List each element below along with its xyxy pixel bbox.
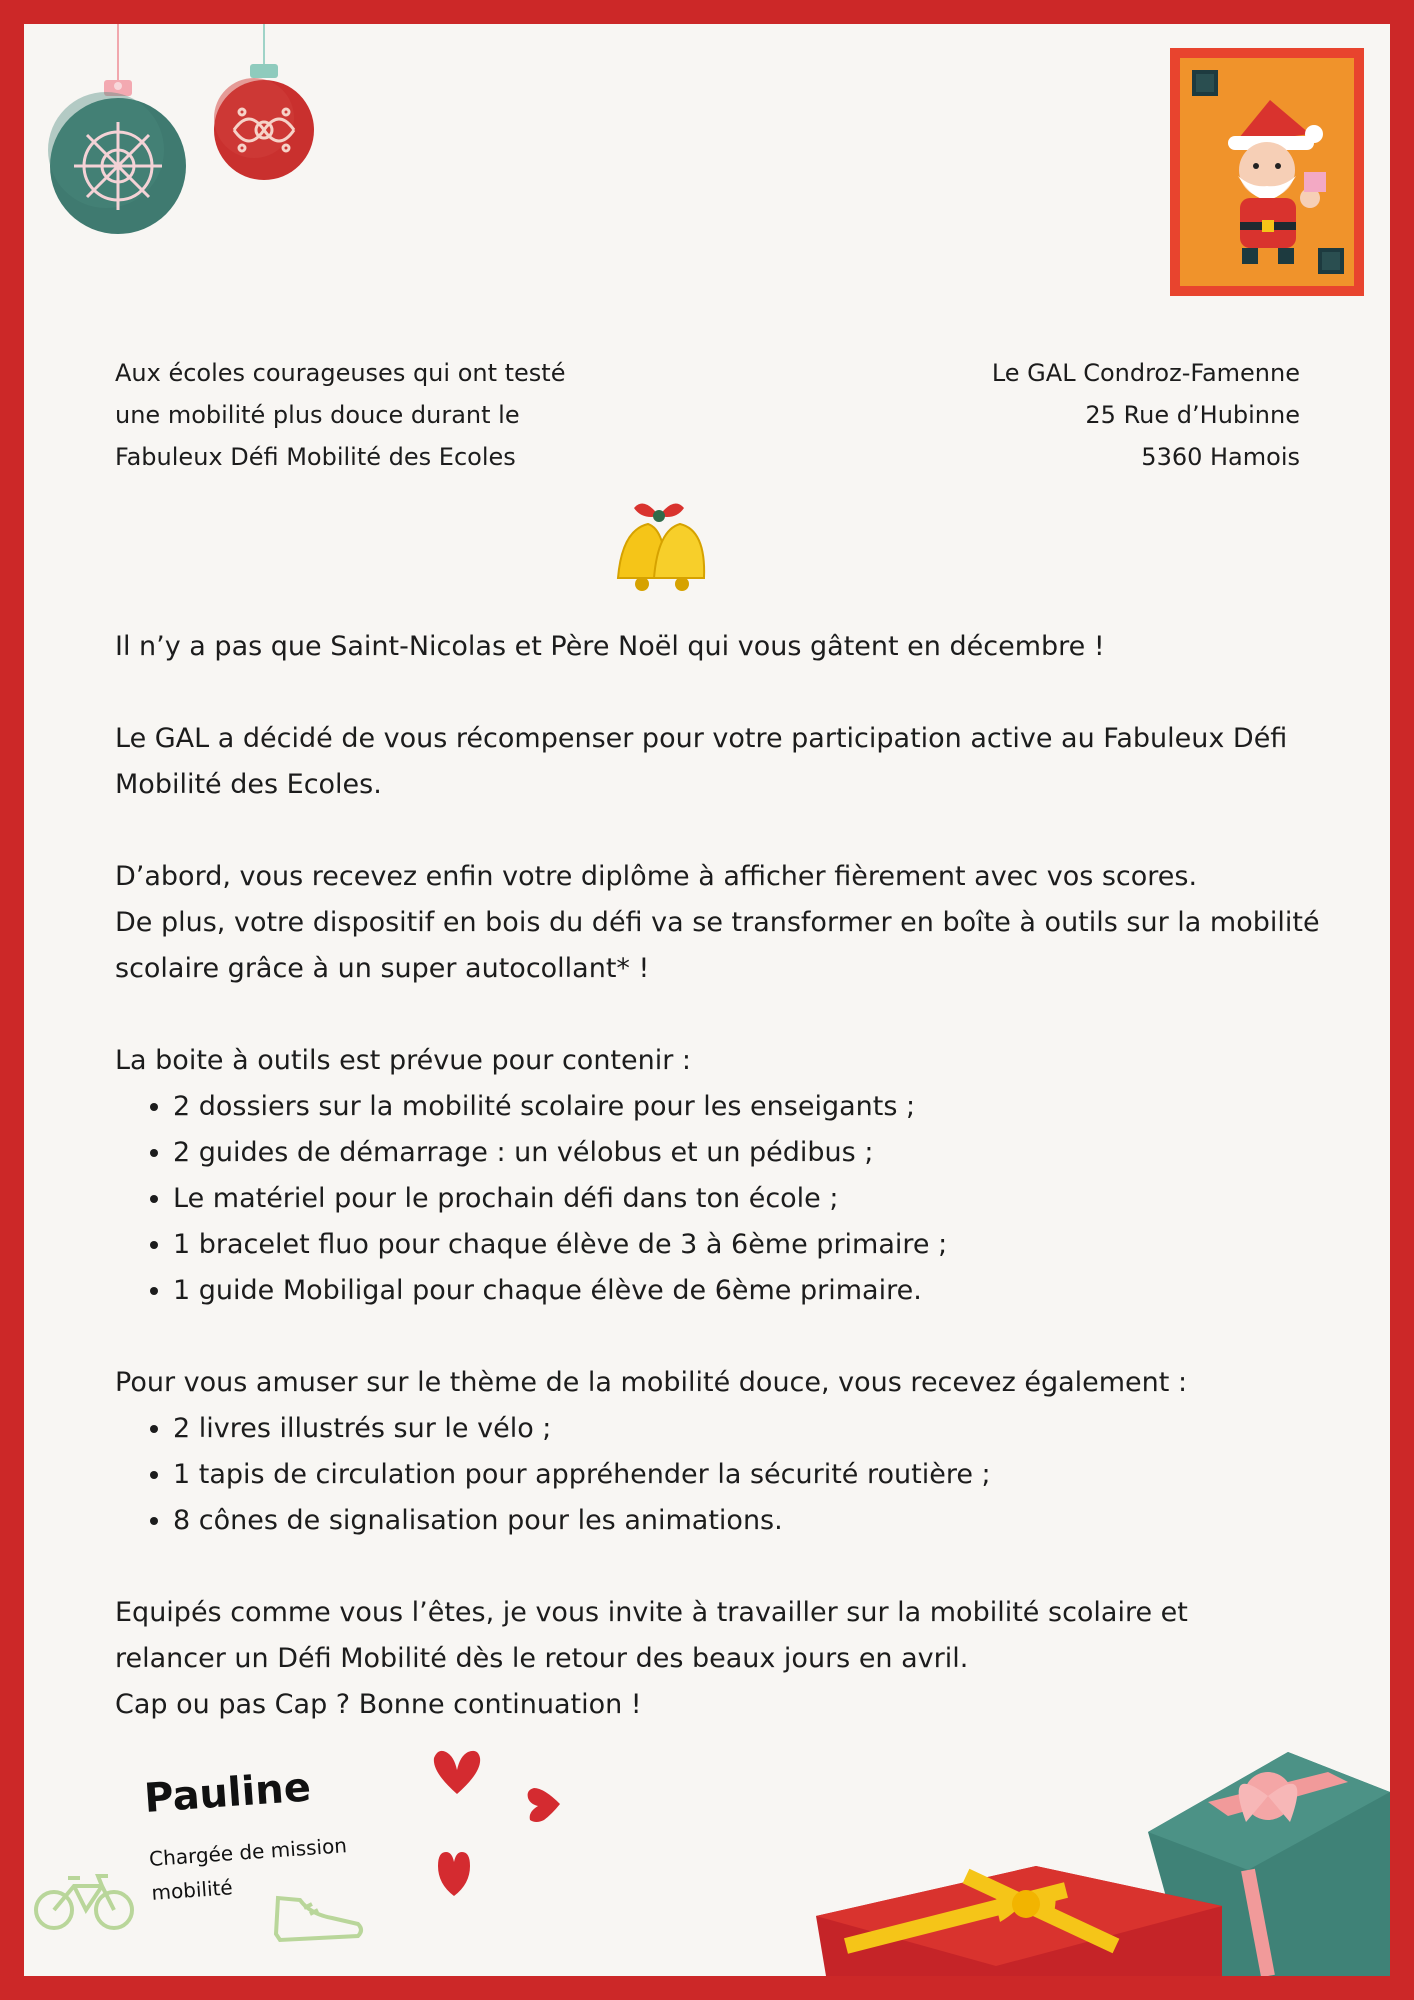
letter-body xyxy=(115,624,1335,1728)
heart-icon xyxy=(434,1844,474,1900)
fun-list xyxy=(115,1406,1335,1544)
list-item: • 8 cônes de signalisation pour les animations. xyxy=(173,1498,1335,1544)
list-item: • 2 guides de démarrage : un vélobus et un pédibus ; xyxy=(173,1130,1335,1176)
gift-icon xyxy=(816,1836,1222,1976)
list-item: • 2 livres illustrés sur le vélo ; xyxy=(173,1406,1335,1452)
sender-line: 5360 Hamois xyxy=(1141,443,1300,471)
fun-intro: Pour vous amuser sur le thème de la mobilité douce, vous recevez également : xyxy=(115,1367,1188,1398)
signature-role-line: mobilité xyxy=(150,1875,234,1905)
list-item: • 1 tapis de circulation pour appréhender la sécurité routière ; xyxy=(173,1452,1335,1498)
closing-paragraph: Equipés comme vous l’êtes, je vous invite à travailler sur la mobilité scolaire et relancer un Défi Mobilité dès le retour des beaux jours en avril. xyxy=(115,1597,1188,1674)
ornament-icon xyxy=(50,24,180,240)
diploma-paragraph: D’abord, vous recevez enfin votre diplôme à afficher fièrement avec vos scores. xyxy=(115,861,1198,892)
sender-line: 25 Rue d’Hubinne xyxy=(1085,401,1300,429)
ornament-icon xyxy=(212,24,322,180)
bells-icon xyxy=(604,494,714,600)
list-item: • 1 bracelet fluo pour chaque élève de 3 à 6ème primaire ; xyxy=(173,1222,1335,1268)
closing-line: Cap ou pas Cap ? Bonne continuation ! xyxy=(115,1689,642,1720)
heart-icon xyxy=(430,1746,484,1798)
list-item: • 1 guide Mobiligal pour chaque élève de 6ème primaire. xyxy=(173,1268,1335,1314)
toolbox-paragraph: De plus, votre dispositif en bois du défi va se transformer en boîte à outils sur la mobilité scolaire grâce à un super autocollant* ! xyxy=(115,907,1320,984)
recipient-line: Fabuleux Défi Mobilité des Ecoles xyxy=(115,443,516,471)
recipient-line: Aux écoles courageuses qui ont testé xyxy=(115,359,566,387)
heart-icon xyxy=(522,1782,564,1826)
signature-role-line: Chargée de mission xyxy=(148,1833,348,1871)
toolbox-list xyxy=(115,1084,1335,1314)
toolbox-intro: La boite à outils est prévue pour contenir : xyxy=(115,1045,692,1076)
sender-address xyxy=(780,352,1300,478)
sender-line: Le GAL Condroz-Famenne xyxy=(991,359,1300,387)
postage-stamp-icon xyxy=(1170,48,1364,296)
bicycle-icon xyxy=(32,1870,136,1934)
shoe-icon xyxy=(270,1884,366,1948)
letter-page xyxy=(24,24,1390,1976)
list-item: • 2 dossiers sur la mobilité scolaire pour les enseigants ; xyxy=(173,1084,1335,1130)
list-item: • Le matériel pour le prochain défi dans ton école ; xyxy=(173,1176,1335,1222)
intro-paragraph: Il n’y a pas que Saint-Nicolas et Père Noël qui vous gâtent en décembre ! xyxy=(115,631,1105,662)
reward-paragraph: Le GAL a décidé de vous récompenser pour votre participation active au Fabuleux Défi Mobilité des Ecoles. xyxy=(115,723,1288,800)
recipient-line: une mobilité plus douce durant le xyxy=(115,401,520,429)
recipient-address xyxy=(115,352,675,478)
signature-name: Pauline xyxy=(142,1764,313,1822)
